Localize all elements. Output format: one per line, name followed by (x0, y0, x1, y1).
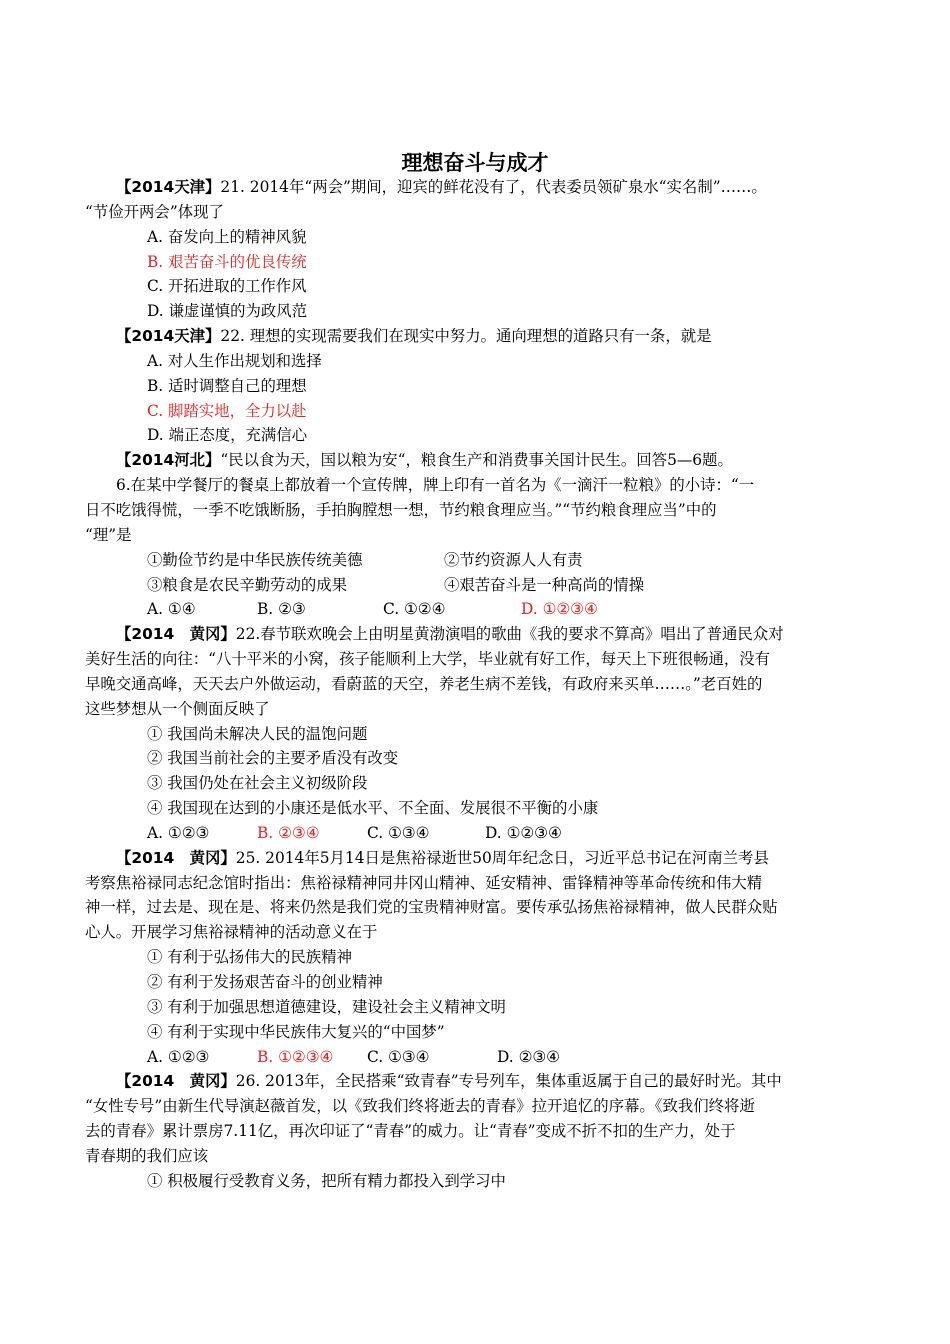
statement-row-2 (116, 573, 838, 598)
option-c: C. 开拓进取的工作作风 (147, 277, 307, 296)
statement-1: ① 我国尚未解决人民的温饱问题 (147, 724, 368, 743)
question-5-line-3: 神一样，过去是、现在是、将来仍然是我们党的宝贵精神财富。要传承弘扬焦裕禄精神，做人民群众贴 (85, 898, 778, 917)
question-1-line-2: “节俭开两会”体现了 (85, 202, 224, 221)
question-source: 【2014天津】 (116, 327, 221, 346)
question-3-intro (116, 448, 838, 473)
statement-row-1 (116, 548, 838, 573)
answer-choices (116, 597, 838, 622)
choice-c: C. ①③④ (367, 1047, 430, 1066)
question-stem: 25. 2014年5月14日是焦裕禄逝世50周年纪念日，习近平总书记在河南兰考县 (235, 848, 769, 867)
question-stem: 26. 2013年，全民搭乘“致青春”专号列车，集体重返属于自己的最好时光。其中 (235, 1072, 782, 1091)
statement-1: ①勤俭节约是中华民族传统美德 (147, 550, 363, 569)
question-stem: 22. 理想的实现需要我们在现实中努力。通向理想的道路只有一条，就是 (220, 327, 712, 346)
question-source: 【2014 黄冈】 (116, 848, 236, 867)
question-intro: “民以食为天，国以粮为安“，粮食生产和消费事关国计民生。回答5—6题。 (220, 451, 733, 470)
question-3-line-3: “理”是 (85, 525, 132, 544)
question-5-line-2: 考察焦裕禄同志纪念馆时指出：焦裕禄精神同井冈山精神、延安精神、雷锋精神等革命传统和伟大精 (85, 873, 763, 892)
choice-b-correct: B. ②③④ (257, 823, 320, 842)
choice-b: B. ②③ (257, 600, 306, 619)
question-source: 【2014 黄冈】 (116, 1072, 236, 1091)
choice-a: A. ①②③ (147, 1047, 210, 1066)
question-4-line-3: 早晚交通高峰，天天去户外做运动，看蔚蓝的天空，养老生病不差钱，有政府来买单……。”老百姓的 (85, 674, 763, 693)
choice-d: D. ②③④ (497, 1047, 560, 1066)
question-3-line-2: 日不吃饿得慌，一季不吃饿断肠，手拍胸膛想一想，节约粮食理应当。”“节约粮食理应当”中的 (85, 500, 717, 519)
choice-a: A. ①②③ (147, 823, 210, 842)
question-6-line-1 (116, 1069, 838, 1094)
question-6-line-3: 去的青春》累计票房7.11亿，再次印证了“青春”的威力。让“青春”变成不折不扣的生产力，处于 (85, 1122, 736, 1141)
statement-2: ②节约资源人人有责 (444, 550, 583, 569)
question-2-line-1 (116, 324, 838, 349)
question-3-line-1: 6.在某中学餐厅的餐桌上都放着一个宣传牌，牌上印有一首名为《一滴汗一粒粮》的小诗：“一 (116, 476, 755, 495)
option-a: A. 奋发向上的精神风貌 (147, 227, 307, 246)
question-4-line-2: 美好生活的向往：“八十平米的小窝，孩子能顺利上大学，毕业就有好工作，每天上下班很畅通，没有 (85, 650, 771, 669)
question-source: 【2014河北】 (116, 451, 221, 470)
option-b: B. 适时调整自己的理想 (147, 376, 307, 395)
question-1-line-1 (116, 175, 838, 200)
option-c-correct: C. 脚踏实地，全力以赴 (147, 401, 307, 420)
statement-4: ④ 有利于实现中华民族伟大复兴的“中国梦” (147, 1022, 445, 1041)
question-4-line-1 (116, 622, 838, 647)
question-source: 【2014 黄冈】 (116, 625, 236, 644)
answer-choices (116, 821, 838, 846)
statement-4: ④艰苦奋斗是一种高尚的情操 (444, 575, 645, 594)
statement-2: ② 我国当前社会的主要矛盾没有改变 (147, 749, 399, 768)
option-b-correct: B. 艰苦奋斗的优良传统 (147, 252, 307, 271)
choice-b-correct: B. ①②③④ (257, 1047, 334, 1066)
statement-3: ③ 有利于加强思想道德建设，建设社会主义精神文明 (147, 997, 506, 1016)
document-body (85, 175, 838, 1194)
statement-1: ① 积极履行受教育义务，把所有精力都投入到学习中 (147, 1171, 506, 1190)
question-4-line-4: 这些梦想从一个侧面反映了 (85, 699, 270, 718)
document-title: 理想奋斗与成才 (401, 151, 549, 175)
choice-d: D. ①②③④ (485, 823, 562, 842)
statement-2: ② 有利于发扬艰苦奋斗的创业精神 (147, 973, 383, 991)
question-source: 【2014天津】 (116, 178, 221, 196)
statement-3: ③粮食是农民辛勤劳动的成果 (147, 575, 348, 594)
statement-1: ① 有利于弘扬伟大的民族精神 (147, 948, 352, 967)
question-5-line-1 (116, 846, 838, 871)
option-d: D. 端正态度，充满信心 (147, 426, 308, 445)
choice-c: C. ①③④ (367, 823, 430, 842)
choice-c: C. ①②④ (383, 600, 446, 619)
choice-a: A. ①④ (147, 600, 196, 619)
question-6-line-4: 青春期的我们应该 (85, 1146, 209, 1165)
option-d: D. 谦虚谨慎的为政风范 (147, 302, 308, 321)
answer-choices (116, 1045, 838, 1070)
choice-d-correct: D. ①②③④ (521, 600, 598, 619)
question-6-line-2: “女性专号”由新生代导演赵薇首发，以《致我们终将逝去的青春》拉开追忆的序幕。《致我们终将逝 (85, 1097, 755, 1116)
statement-3: ③ 我国仍处在社会主义初级阶段 (147, 774, 368, 793)
statement-4: ④ 我国现在达到的小康还是低水平、不全面、发展很不平衡的小康 (147, 799, 599, 818)
option-a: A. 对人生作出规划和选择 (147, 351, 322, 370)
question-5-line-4: 心人。开展学习焦裕禄精神的活动意义在于 (85, 923, 378, 942)
question-stem: 22.春节联欢晚会上由明星黄渤演唱的歌曲《我的要求不算高》唱出了普通民众对 (235, 625, 784, 644)
question-stem: 21. 2014年“两会”期间，迎宾的鲜花没有了，代表委员领矿泉水“实名制”……。 (220, 178, 767, 196)
